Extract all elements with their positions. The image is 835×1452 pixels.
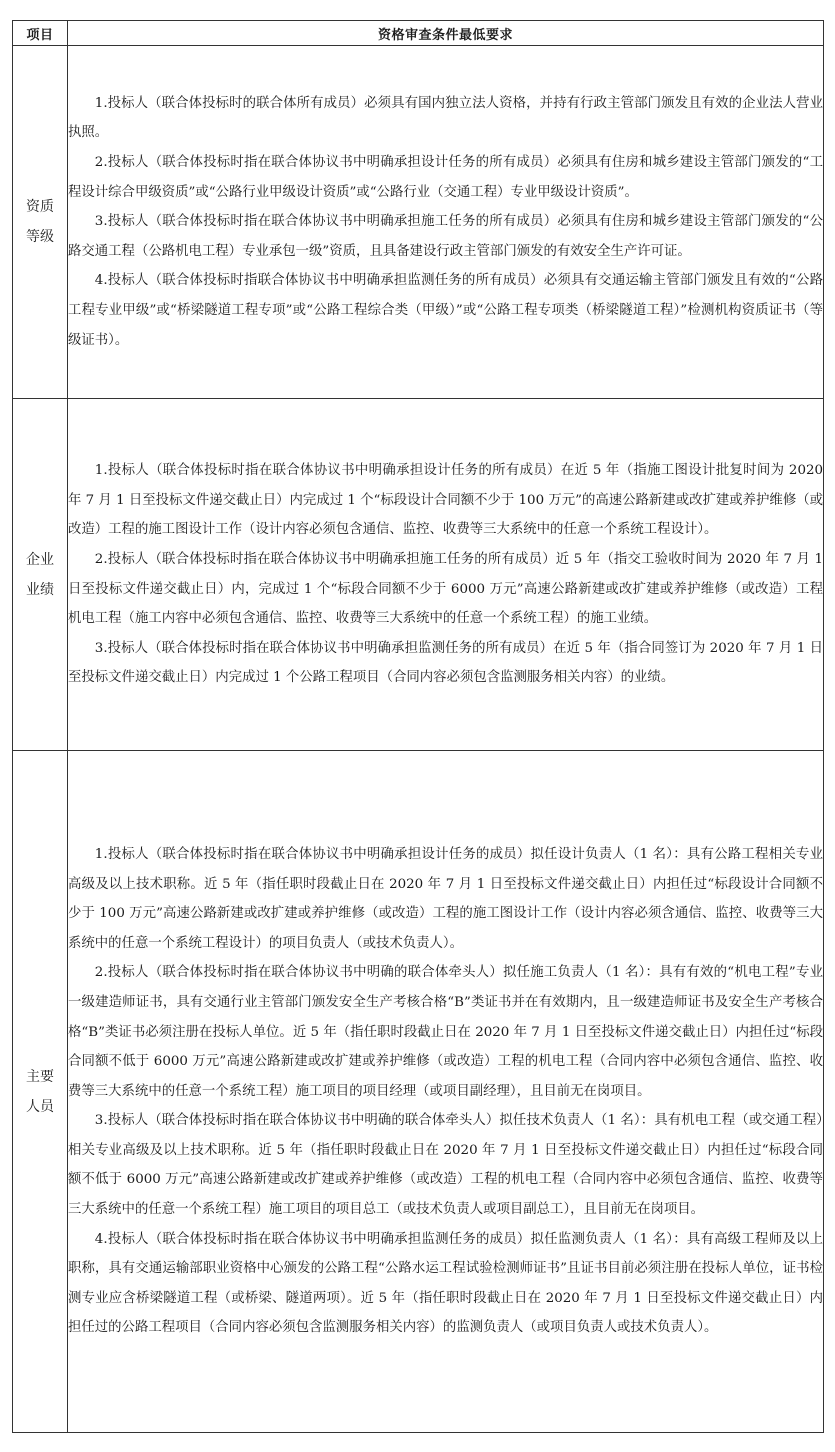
table-row-qualification-level — [13, 46, 824, 399]
row-label-line: 企业 — [26, 551, 54, 568]
requirement-paragraph: 2.投标人（联合体投标时指在联合体协议书中明确承担设计任务的所有成员）必须具有住房和城乡建设主管部门颁发的“工程设计综合甲级资质”或“公路行业甲级设计资质”或“公路行业（交通工程）专业甲级设计资质”。 — [68, 155, 823, 200]
row-content-key-personnel — [68, 751, 824, 1433]
table-row-key-personnel — [13, 751, 824, 1433]
requirement-paragraph: 1.投标人（联合体投标时指在联合体协议书中明确承担设计任务的所有成员）在近 5 年（指施工图设计批复时间为 2020 年 7 月 1 日至投标文件递交截止日）内完成过 1 个“标段设计合同额不少于 100 万元”的高速公路新建或改扩建或养护维修（或改造）工程的施工图设计工作（设计内容必须包含通信、监控、收费等三大系统中的任意一个系统工程设计）。 — [68, 463, 823, 538]
header-item-column: 项目 — [13, 21, 68, 46]
row-content-enterprise-performance — [68, 399, 824, 751]
requirement-paragraph: 1.投标人（联合体投标时指在联合体协议书中明确承担设计任务的成员）拟任设计负责人（1 名）：具有公路工程相关专业高级及以上技术职称。近 5 年（指任职时段截止日在 2020 年 7 月 1 日至投标文件递交截止日）内担任过“标段设计合同额不少于 100 万元”高速公路新建或改扩建或养护维修（或改造）工程的施工图设计工作（设计内容必须含通信、监控、收费等三大系统中的任意一个系统工程设计）的项目负责人（或技术负责人）。 — [68, 846, 823, 951]
requirement-paragraph: 3.投标人（联合体投标时指在联合体协议书中明确承担施工任务的所有成员）必须具有住房和城乡建设主管部门颁发的“公路交通工程（公路机电工程）专业承包一级”资质，且具备建设行政主管部门颁发的有效安全生产许可证。 — [68, 214, 823, 259]
row-label-key-personnel — [13, 751, 68, 1433]
requirement-paragraph: 2.投标人（联合体投标时指在联合体协议书中明确的联合体牵头人）拟任施工负责人（1 名）：具有有效的“机电工程”专业一级建造师证书，具有交通行业主管部门颁发安全生产考核合格“B”类证书并在有效期内，且一级建造师证书及安全生产考核合格“B”类证书必须注册在投标人单位。近 5 年（指任职时段截止日在 2020 年 7 月 1 日至投标文件递交截止日）内担任过“标段合同额不低于 6000 万元”高速公路新建或改扩建或养护维修（或改造）工程的机电工程（合同内容中必须包含通信、监控、收费等三大系统中的任意一个系统工程）施工项目的项目经理（或项目副经理），且目前无在岗项目。 — [68, 965, 823, 1099]
row-label-line: 资质 — [26, 199, 54, 215]
row-label-line: 主要 — [26, 1068, 54, 1085]
requirement-paragraph: 3.投标人（联合体投标时指在联合体协议书中明确承担监测任务的所有成员）在近 5 年（指合同签订为 2020 年 7 月 1 日至投标文件递交截止日）内完成过 1 个公路工程项目（合同内容必须包含监测服务相关内容）的业绩。 — [68, 640, 823, 686]
requirement-paragraph: 3.投标人（联合体投标时指在联合体协议书中明确的联合体牵头人）拟任技术负责人（1 名）：具有机电工程（或交通工程）相关专业高级及以上技术职称。近 5 年（指任职时段截止日在 2020 年 7 月 1 日至投标文件递交截止日）内担任过“标段合同额不低于 6000 万元”高速公路新建或改扩建或养护维修（或改造）工程的机电工程（合同内容中必须包含通信、监控、收费等三大系统中的任意一个系统工程）施工项目的项目总工（或技术负责人或项目副总工），且目前无在岗项目。 — [68, 1113, 823, 1218]
row-label-line: 业绩 — [26, 581, 54, 598]
requirement-paragraph: 1.投标人（联合体投标时的联合体所有成员）必须具有国内独立法人资格，并持有行政主管部门颁发且有效的企业法人营业执照。 — [68, 95, 823, 141]
qualification-requirements-table — [12, 20, 824, 1433]
table-header-row — [13, 21, 824, 46]
row-label-line: 等级 — [26, 229, 54, 245]
requirement-paragraph: 4.投标人（联合体投标时指联合体协议书中明确承担监测任务的所有成员）必须具有交通运输主管部门颁发且有效的“公路工程专业甲级”或“桥梁隧道工程专项”或“公路工程综合类（甲级）”或“公路工程专项类（桥梁隧道工程）”检测机构资质证书（等级证书）。 — [68, 273, 823, 348]
row-content-qualification-level — [68, 46, 824, 399]
requirement-paragraph: 2.投标人（联合体投标时指在联合体协议书中明确承担施工任务的所有成员）近 5 年（指交工验收时间为 2020 年 7 月 1 日至投标文件递交截止日）内，完成过 1 个“标段合同额不少于 6000 万元”高速公路新建或改扩建或养护维修（或改造）工程机电工程（施工内容中必须包含通信、监控、收费等三大系统中的任意一个系统工程）的施工业绩。 — [68, 551, 823, 627]
row-label-qualification-level — [13, 46, 68, 399]
header-requirements-column: 资格审查条件最低要求 — [68, 21, 824, 46]
requirement-paragraph: 4.投标人（联合体投标时指在联合体协议书中明确承担监测任务的成员）拟任监测负责人（1 名）：具有高级工程师及以上职称，具有交通运输部职业资格中心颁发的公路工程“公路水运工程试验检测师证书”且证书目前必须注册在投标人单位，证书检测专业应含桥梁隧道工程（或桥梁、隧道两项）。近 5 年（指任职时段截止日在 2020 年 7 月 1 日至投标文件递交截止日）内担任过的公路工程项目（合同内容必须包含监测服务相关内容）的监测负责人（或项目负责人或技术负责人）。 — [68, 1231, 823, 1336]
row-label-enterprise-performance — [13, 399, 68, 751]
table-row-enterprise-performance — [13, 399, 824, 751]
row-label-line: 人员 — [26, 1098, 54, 1115]
